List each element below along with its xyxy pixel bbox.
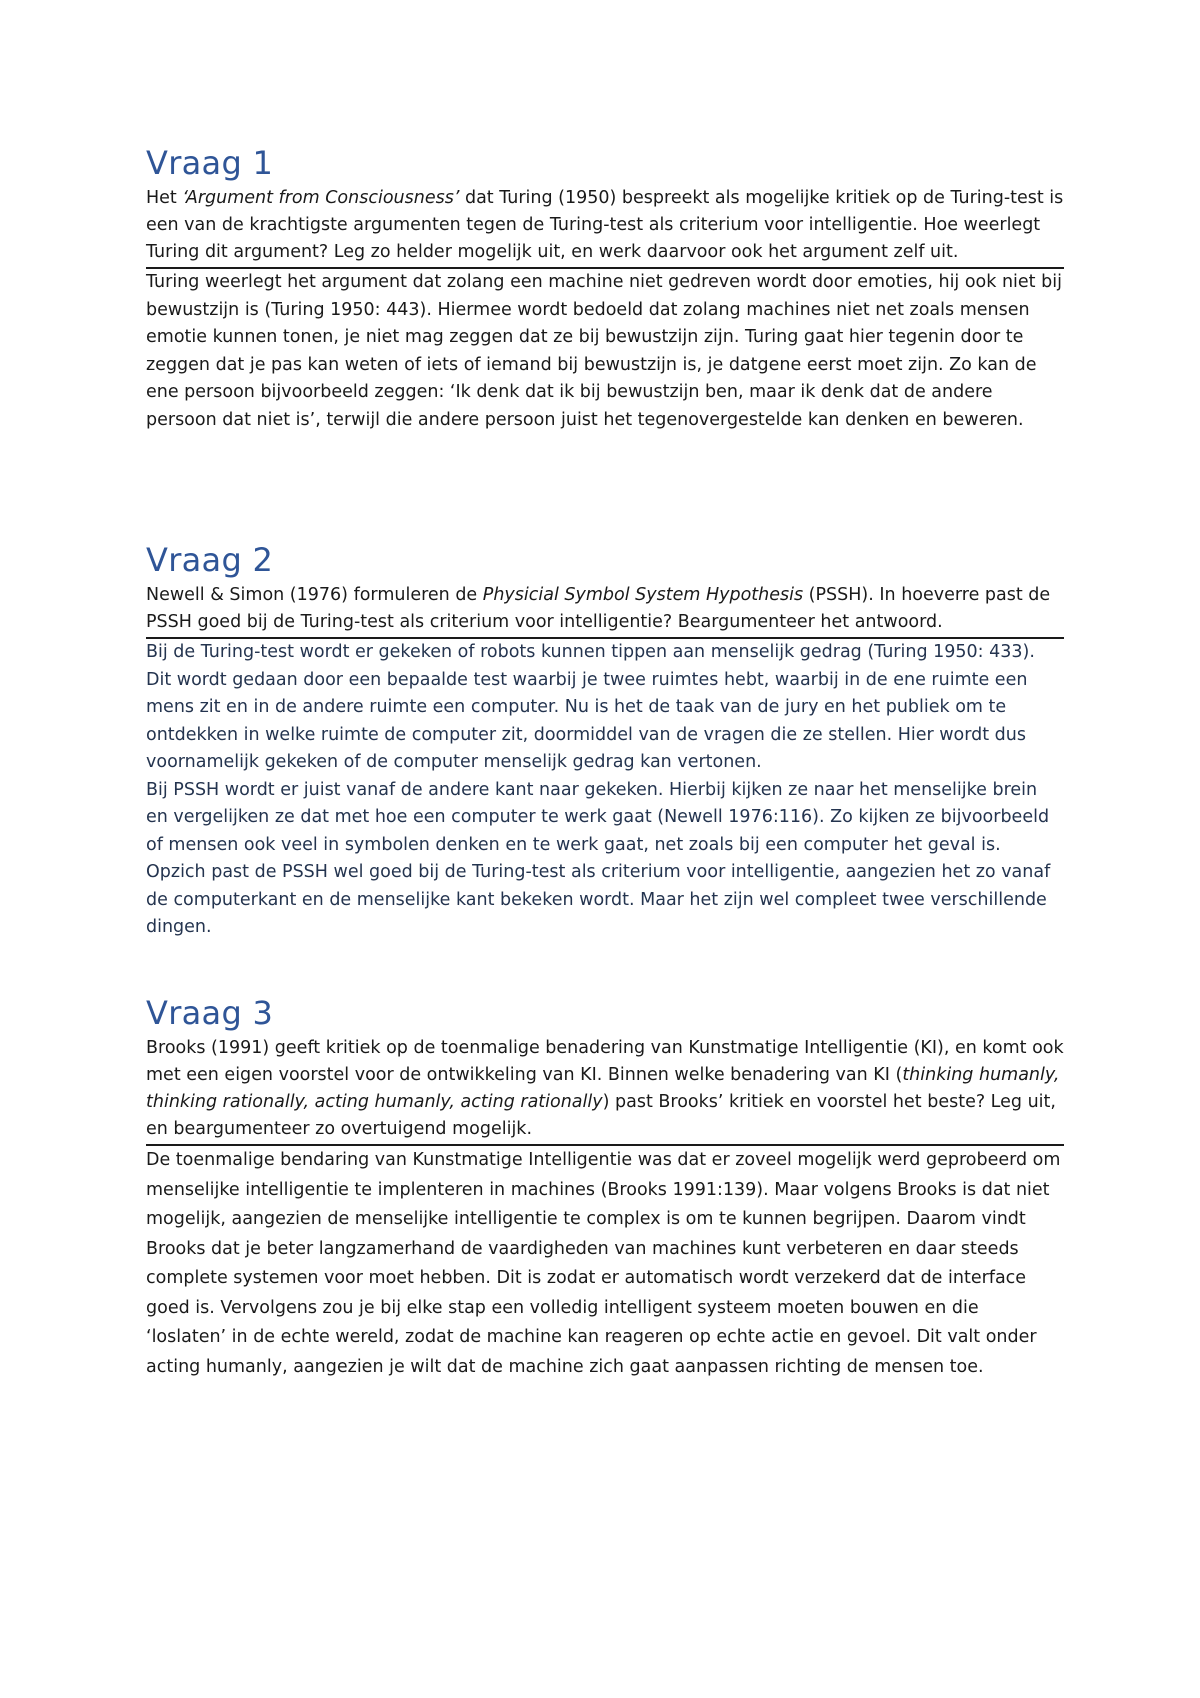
answer-2-paragraph-2: Bij PSSH wordt er juist vanaf de andere kant naar gekeken. Hierbij kijken ze naar het menselijke brein en vergelijken ze dat met hoe een computer te werk gaat (Newell 1976:116). Zo kijken ze bijvoorbeeld of mensen ook veel in symbolen denken en te werk gaat, net zoals bij een computer het geval is. Opzich past de PSSH wel goed bij de Turing-test als criterium voor intelligentie, aangezien het zo vanaf de computerkant en de menselijke kant bekeken wordt. Maar het zijn wel compleet twee verschillende dingen.: [146, 779, 1051, 937]
question-3-text-b: ) past Brooks’ kritiek en voorstel het beste? Leg uit, en beargumenteer zo overtuigend mogelijk.: [146, 1092, 1056, 1139]
answer-3: [146, 1146, 1064, 1382]
question-1-text-b: dat Turing (1950) bespreekt als mogelijke kritiek op de Turing-test is een van de krachtigste argumenten tegen de Turing-test als criterium voor intelligentie. Hoe weerlegt Turing dit argument? Leg zo helder mogelijk uit, en werk daarvoor ook het argument zelf uit.: [146, 188, 1064, 262]
question-1-section: [146, 143, 1064, 434]
question-3-term: thinking humanly, thinking rationally, acting humanly, acting rationally: [146, 1065, 1060, 1112]
question-2-term: Physicial Symbol System Hypothesis: [482, 585, 804, 605]
question-2-text-a: Newell & Simon (1976) formuleren de: [146, 585, 483, 605]
question-2-section: [146, 540, 1064, 942]
answer-1: [146, 269, 1064, 434]
answer-3-paragraph: De toenmalige bendaring van Kunstmatige Intelligentie was dat er zoveel mogelijk werd geprobeerd om menselijke intelligentie te implenteren in machines (Brooks 1991:139). Maar volgens Brooks is dat niet mogelijk, aangezien de menselijke intelligentie te complex is om te kunnen begrijpen. Daarom vindt Brooks dat je beter langzamerhand de vaardigheden van machines kunt verbeteren en daar steeds complete systemen voor moet hebben. Dit is zodat er automatisch wordt verzekerd dat de interface goed is. Vervolgens zou je bij elke stap een volledig intelligent systeem moeten bouwen en die ‘loslaten’ in de echte wereld, zodat de machine kan reageren op echte actie en gevoel. Dit valt onder acting humanly, aangezien je wilt dat de machine zich gaat aanpassen richting de mensen toe.: [146, 1150, 1061, 1377]
question-3-heading: Vraag 3: [146, 994, 274, 1032]
answer-2: [146, 639, 1064, 942]
question-1-text-a: Het: [146, 188, 183, 208]
question-1-prompt: [146, 185, 1064, 269]
question-3-prompt: [146, 1035, 1064, 1146]
answer-1-paragraph: Turing weerlegt het argument dat zolang een machine niet gedreven wordt door emoties, hij ook niet bij bewustzijn is (Turing 1950: 443). Hiermee wordt bedoeld dat zolang machines niet net zoals mensen emotie kunnen tonen, je niet mag zeggen dat ze bij bewustzijn zijn. Turing gaat hier tegenin door te zeggen dat je pas kan weten of iets of iemand bij bewustzijn is, je datgene eerst moet zijn. Zo kan de ene persoon bijvoorbeeld zeggen: ‘Ik denk dat ik bij bewustzijn ben, maar ik denk dat de andere persoon dat niet is’, terwijl die andere persoon juist het tegenovergestelde kan denken en beweren.: [146, 272, 1062, 430]
answer-2-paragraph-1: Bij de Turing-test wordt er gekeken of robots kunnen tippen aan menselijk gedrag (Turing 1950: 433). Dit wordt gedaan door een bepaalde test waarbij je twee ruimtes hebt, waarbij in de ene ruimte een mens zit en in de andere ruimte een computer. Nu is het de taak van de jury en het publiek om te ontdekken in welke ruimte de computer zit, doormiddel van de vragen die ze stellen. Hier wordt dus voornamelijk gekeken of de computer menselijk gedrag kan vertonen.: [146, 642, 1035, 772]
question-2-text-b: (PSSH). In hoeverre past de PSSH goed bij de Turing-test als criterium voor intelligentie? Beargumenteer het antwoord.: [146, 585, 1051, 632]
question-3-text-a: Brooks (1991) geeft kritiek op de toenmalige benadering van Kunstmatige Intelligentie (KI), en komt ook met een eigen voorstel voor de ontwikkeling van KI. Binnen welke benadering van KI (: [146, 1038, 1064, 1085]
question-1-term: ‘Argument from Consciousness’: [182, 188, 460, 208]
question-1-heading: Vraag 1: [146, 144, 274, 182]
question-2-prompt: [146, 582, 1064, 639]
question-2-heading: Vraag 2: [146, 541, 274, 579]
question-3-section: [146, 993, 1064, 1382]
